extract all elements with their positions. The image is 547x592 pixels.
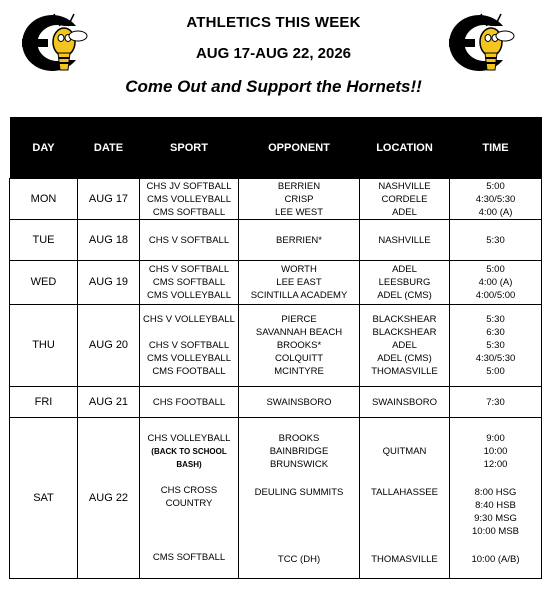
spacer bbox=[140, 326, 238, 339]
opponent-entry: BAINBRIDGE bbox=[269, 446, 329, 457]
location-cell bbox=[360, 387, 450, 418]
sport-entry: CMS SOFTBALL bbox=[152, 552, 226, 563]
table-row bbox=[10, 261, 542, 305]
sport-entry: CHS FOOTBALL bbox=[152, 396, 226, 408]
sport-entry: COUNTRY bbox=[165, 498, 213, 509]
time-cell bbox=[450, 179, 542, 220]
location-entry: NASHVILLE bbox=[378, 234, 431, 246]
sport-cell bbox=[140, 179, 239, 220]
location-entry: ADEL bbox=[392, 206, 417, 218]
opponent-entry: BERRIEN bbox=[277, 180, 321, 192]
location-cell bbox=[360, 179, 450, 220]
column-header: DAY bbox=[10, 117, 78, 179]
location-entry: NASHVILLE bbox=[378, 180, 431, 192]
opponent-entry: TCC (DH) bbox=[277, 554, 321, 565]
sport-cell bbox=[140, 418, 239, 579]
opponent-cell bbox=[239, 387, 360, 418]
sport-cell bbox=[140, 220, 239, 261]
time-entry: 10:00 (A/B) bbox=[471, 554, 520, 565]
time-cell bbox=[450, 387, 542, 418]
opponent-cell bbox=[239, 179, 360, 220]
opponent-entry: MCINTYRE bbox=[274, 366, 324, 377]
day-cell: FRI bbox=[10, 387, 78, 418]
opponent-cell bbox=[239, 261, 360, 305]
time-entry: 12:00 bbox=[483, 459, 508, 470]
sport-entry: CHS V VOLLEYBALL bbox=[143, 314, 235, 325]
sport-note: (BACK TO SCHOOL bbox=[151, 447, 227, 456]
time-entry: 5:30 bbox=[486, 340, 505, 351]
column-header: SPORT bbox=[140, 117, 239, 179]
spacer bbox=[450, 420, 541, 432]
opponent-cell bbox=[239, 220, 360, 261]
time-cell bbox=[450, 305, 542, 387]
spacer bbox=[140, 510, 238, 551]
time-entry: 10:00 MSB bbox=[472, 526, 519, 537]
page-title: ATHLETICS THIS WEEK bbox=[186, 14, 361, 31]
time-entry: 4:00 (A) bbox=[478, 206, 513, 218]
opponent-cell bbox=[239, 418, 360, 579]
sport-entry: CHS V SOFTBALL bbox=[148, 264, 230, 275]
opponent-entry: BROOKS* bbox=[276, 340, 322, 351]
spacer bbox=[450, 538, 541, 553]
sport-entry: CHS V SOFTBALL bbox=[148, 234, 230, 246]
sport-entry: CHS JV SOFTBALL bbox=[146, 180, 232, 192]
date-cell: AUG 17 bbox=[78, 179, 140, 220]
column-header: LOCATION bbox=[360, 117, 450, 179]
time-entry: 5:30 bbox=[486, 314, 505, 325]
sport-entry: CMS VOLLEYBALL bbox=[147, 193, 231, 205]
spacer bbox=[239, 471, 359, 486]
time-cell bbox=[450, 418, 542, 579]
opponent-entry: SWAINSBORO bbox=[266, 396, 332, 408]
time-entry: 10:00 bbox=[483, 446, 508, 457]
opponent-entry: COLQUITT bbox=[274, 353, 324, 364]
location-entry: ADEL (CMS) bbox=[377, 290, 432, 301]
day-cell: TUE bbox=[10, 220, 78, 261]
spacer bbox=[360, 420, 449, 445]
time-entry: 4:30/5:30 bbox=[475, 193, 516, 205]
sport-entry: CHS V SOFTBALL bbox=[148, 340, 230, 351]
time-cell bbox=[450, 220, 542, 261]
sport-cell bbox=[140, 261, 239, 305]
spacer bbox=[360, 458, 449, 486]
day-cell: THU bbox=[10, 305, 78, 387]
date-range: AUG 17-AUG 22, 2026 bbox=[195, 45, 352, 62]
location-entry: SWAINSBORO bbox=[371, 396, 438, 408]
time-entry: 5:00 bbox=[486, 264, 505, 275]
time-entry: 8:00 HSG bbox=[474, 487, 517, 498]
day-cell: MON bbox=[10, 179, 78, 220]
opponent-entry: BERRIEN* bbox=[276, 234, 322, 246]
time-entry: 4:00 (A) bbox=[478, 277, 513, 288]
sport-cell bbox=[140, 305, 239, 387]
time-entry: 9:30 MSG bbox=[474, 513, 517, 524]
location-entry: BLACKSHEAR bbox=[372, 314, 437, 325]
time-entry: 5:30 bbox=[486, 234, 505, 246]
sport-entry: CMS VOLLEYBALL bbox=[147, 353, 231, 364]
location-entry: BLACKSHEAR bbox=[372, 327, 437, 338]
date-cell: AUG 22 bbox=[78, 418, 140, 579]
location-cell bbox=[360, 261, 450, 305]
sport-entry: CHS VOLLEYBALL bbox=[147, 433, 231, 444]
column-header: TIME bbox=[450, 117, 542, 179]
location-entry: ADEL bbox=[392, 340, 417, 351]
location-entry: TALLAHASSEE bbox=[371, 487, 438, 498]
time-entry: 7:30 bbox=[486, 396, 505, 408]
opponent-entry: CRISP bbox=[284, 193, 314, 205]
sport-note: BASH) bbox=[176, 460, 202, 469]
opponent-entry: SAVANNAH BEACH bbox=[255, 327, 343, 338]
date-cell: AUG 20 bbox=[78, 305, 140, 387]
location-entry: QUITMAN bbox=[382, 446, 427, 457]
date-cell: AUG 21 bbox=[78, 387, 140, 418]
schedule-table bbox=[9, 117, 542, 579]
time-entry: 4:30/5:30 bbox=[475, 353, 516, 364]
opponent-entry: LEE WEST bbox=[274, 206, 324, 218]
opponent-entry: BRUNSWICK bbox=[269, 459, 329, 470]
location-entry: ADEL (CMS) bbox=[377, 353, 432, 364]
sport-entry: CHS CROSS bbox=[160, 485, 218, 496]
sport-entry: CMS FOOTBALL bbox=[152, 366, 226, 377]
spacer bbox=[360, 499, 449, 553]
column-header: OPPONENT bbox=[239, 117, 360, 179]
opponent-entry: SCINTILLA ACADEMY bbox=[250, 290, 348, 301]
time-entry: 8:40 HSB bbox=[475, 500, 516, 511]
opponent-entry: PIERCE bbox=[281, 314, 317, 325]
sport-entry: CMS SOFTBALL bbox=[152, 277, 226, 288]
location-entry: LEESBURG bbox=[378, 277, 431, 288]
opponent-cell bbox=[239, 305, 360, 387]
spacer bbox=[140, 471, 238, 484]
spacer bbox=[239, 420, 359, 432]
location-cell bbox=[360, 418, 450, 579]
opponent-entry: DEULING SUMMITS bbox=[254, 487, 344, 498]
opponent-entry: BROOKS bbox=[278, 433, 320, 444]
time-entry: 5:00 bbox=[486, 180, 505, 192]
time-entry: 5:00 bbox=[486, 366, 505, 377]
spacer bbox=[450, 471, 541, 486]
time-entry: 6:30 bbox=[486, 327, 505, 338]
day-cell: SAT bbox=[10, 418, 78, 579]
date-cell: AUG 19 bbox=[78, 261, 140, 305]
time-entry: 4:00/5:00 bbox=[475, 290, 516, 301]
tagline: Come Out and Support the Hornets!! bbox=[125, 77, 422, 96]
opponent-entry: LEE EAST bbox=[276, 277, 322, 288]
header-row bbox=[10, 117, 542, 179]
sport-cell bbox=[140, 387, 239, 418]
table-row bbox=[10, 179, 542, 220]
spacer bbox=[239, 499, 359, 553]
location-cell bbox=[360, 220, 450, 261]
table-row bbox=[10, 305, 542, 387]
opponent-entry: WORTH bbox=[281, 264, 317, 275]
spacer bbox=[140, 420, 238, 432]
location-entry: THOMASVILLE bbox=[371, 366, 438, 377]
date-cell: AUG 18 bbox=[78, 220, 140, 261]
table-row bbox=[10, 418, 542, 579]
column-header: DATE bbox=[78, 117, 140, 179]
location-entry: CORDELE bbox=[381, 193, 428, 205]
sport-entry: CMS SOFTBALL bbox=[152, 206, 226, 218]
day-cell: WED bbox=[10, 261, 78, 305]
table-row bbox=[10, 387, 542, 418]
sport-entry: CMS VOLLEYBALL bbox=[147, 290, 231, 301]
time-cell bbox=[450, 261, 542, 305]
table-row bbox=[10, 220, 542, 261]
time-entry: 9:00 bbox=[486, 433, 505, 444]
location-cell bbox=[360, 305, 450, 387]
location-entry: ADEL bbox=[392, 264, 417, 275]
location-entry: THOMASVILLE bbox=[371, 554, 438, 565]
